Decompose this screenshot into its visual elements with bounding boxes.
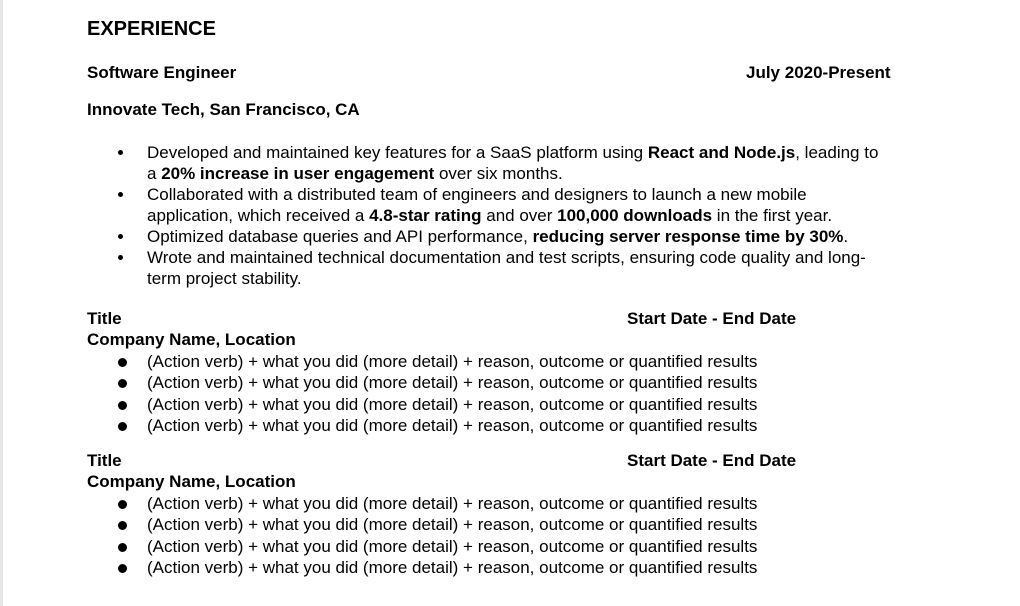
bullet-text: (Action verb) + what you did (more detail) + reason, outcome or quantified results [147,537,758,556]
bullet-text-line [147,268,302,289]
bullet-text: Developed and maintained key features for a SaaS platform using [147,143,648,162]
bullet-marker [118,422,127,431]
bullet-marker [118,564,127,573]
job1-company: Innovate Tech, San Francisco, CA [87,100,360,119]
bullet-text: . [843,227,849,246]
bullet-text-line [147,226,848,247]
bullet-marker [118,358,127,367]
bullet-text: , leading to [795,143,879,162]
bullet-text-line [147,163,563,184]
job3-dates: Start Date - End Date [627,451,797,470]
job2-title: Title [87,309,122,328]
bullet-marker [118,543,127,552]
bullet-marker [118,192,123,197]
job3-company: Company Name, Location [87,472,296,491]
bullet-text: a [147,164,162,183]
bullet-text: (Action verb) + what you did (more detail) + reason, outcome or quantified results [147,352,758,371]
bold-highlight: 4.8-star rating [369,206,482,225]
bullet-marker [118,379,127,388]
bold-highlight: reducing server response time by 30% [532,227,844,246]
job2-dates: Start Date - End Date [627,309,797,328]
bullet-text: and over [481,206,558,225]
bullet-text: (Action verb) + what you did (more detail) + reason, outcome or quantified results [147,494,758,513]
job1-title: Software Engineer [87,63,237,82]
job2-company: Company Name, Location [87,330,296,349]
bullet-text: (Action verb) + what you did (more detail) + reason, outcome or quantified results [147,558,758,577]
job1-dates: July 2020-Present [746,63,891,82]
bullet-text: Wrote and maintained technical documentation and test scripts, ensuring code quality and long- [147,248,866,267]
bullet-marker [118,521,127,530]
bullet-text: (Action verb) + what you did (more detail) + reason, outcome or quantified results [147,416,758,435]
bullet-marker [118,401,127,410]
bullet-text-line [147,184,807,205]
bullet-text: (Action verb) + what you did (more detail) + reason, outcome or quantified results [147,395,758,414]
bullet-marker [118,150,123,155]
bold-highlight: React and Node.js [647,143,796,162]
bullet-text-line [147,247,866,268]
job3-title: Title [87,451,122,470]
bold-highlight: 100,000 downloads [557,206,713,225]
bullet-text-line [147,205,832,226]
bold-highlight: 20% increase in user engagement [161,164,435,183]
bullet-text: Collaborated with a distributed team of engineers and designers to launch a new mobile [147,185,807,204]
bullet-text-line [147,142,878,163]
bullet-text: over six months. [434,164,563,183]
bullet-text: application, which received a [147,206,370,225]
bullet-marker [118,255,123,260]
section-heading: EXPERIENCE [87,18,216,40]
bullet-text: (Action verb) + what you did (more detail) + reason, outcome or quantified results [147,515,758,534]
bullet-text: term project stability. [147,269,302,288]
bullet-text: in the first year. [712,206,833,225]
bullet-text: (Action verb) + what you did (more detail) + reason, outcome or quantified results [147,373,758,392]
bullet-marker [118,234,123,239]
bullet-text: Optimized database queries and API performance, [147,227,533,246]
bullet-marker [118,500,127,509]
